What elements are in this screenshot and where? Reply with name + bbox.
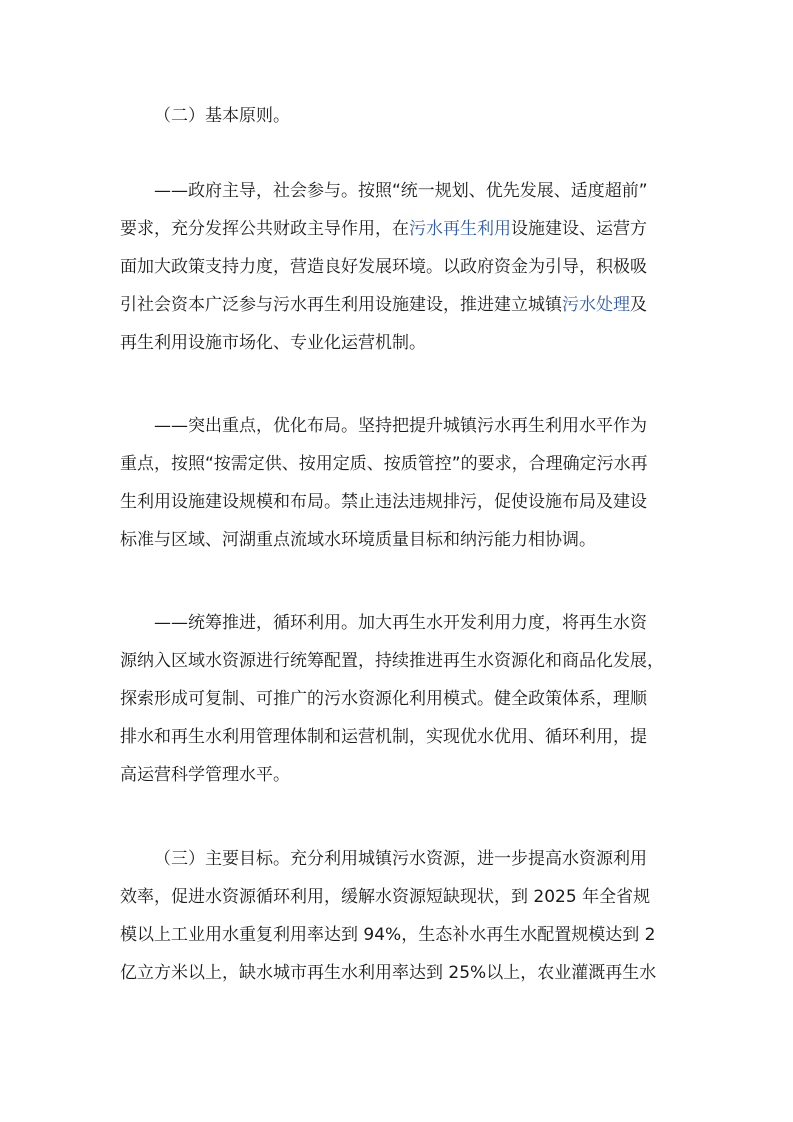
paragraph-coordinated-recycling <box>120 604 680 794</box>
text-line: 标准与区域、河湖重点流域水环境质量目标和纳污能力相协调。 <box>120 530 596 550</box>
text-line: 高运营科学管理水平。 <box>120 765 290 785</box>
link-sewage-reuse[interactable]: 污水再生利用 <box>409 219 511 239</box>
paragraph-main-goals <box>120 840 680 992</box>
paragraph-government-led <box>120 172 680 362</box>
text-line: 重点，按照“按需定供、按用定质、按质管控”的要求，合理确定污水再 <box>120 454 648 474</box>
text-line: 再生利用设施市场化、专业化运营机制。 <box>120 333 426 353</box>
heading-basic-principles <box>120 97 680 135</box>
text-line: ——政府主导，社会参与。按照“统一规划、优先发展、适度超前” <box>154 181 648 201</box>
text-line: ——统筹推进，循环利用。加大再生水开发利用力度，将再生水资 <box>154 613 647 633</box>
text-line <box>120 286 680 324</box>
text-line: 排水和再生水利用管理体制和运营机制，实现优水优用、循环利用，提 <box>120 727 647 747</box>
text-line: 探索形成可复制、可推广的污水资源化利用模式。健全政策体系，理顺 <box>120 689 647 709</box>
text-line: 源纳入区域水资源进行统筹配置，持续推进再生水资源化和商品化发展， <box>120 651 664 671</box>
text-line: 模以上工业用水重复利用率达到 94%，生态补水再生水配置规模达到 2 <box>120 925 656 945</box>
text-segment: 及 <box>630 295 647 315</box>
text-segment: 要求，充分发挥公共财政主导作用，在 <box>120 219 409 239</box>
text-line: （二）基本原则。 <box>154 106 290 126</box>
link-sewage-treatment[interactable]: 污水处理 <box>562 295 630 315</box>
paragraph-focus-layout <box>120 407 680 559</box>
text-line: ——突出重点，优化布局。坚持把提升城镇污水再生利用水平作为 <box>154 416 647 436</box>
text-line <box>120 210 680 248</box>
text-segment: 引社会资本广泛参与污水再生利用设施建设，推进建立城镇 <box>120 295 562 315</box>
text-line: 亿立方米以上，缺水城市再生水利用率达到 25%以上，农业灌溉再生水 <box>120 963 657 983</box>
text-segment: 设施建设、运营方 <box>511 219 647 239</box>
text-line: 生利用设施建设规模和布局。禁止违法违规排污，促使设施布局及建设 <box>120 492 647 512</box>
text-line: 效率，促进水资源循环利用，缓解水资源短缺现状，到 2025 年全省规 <box>120 887 651 907</box>
text-line: 面加大政策支持力度，营造良好发展环境。以政府资金为引导，积极吸 <box>120 257 647 277</box>
text-line: （三）主要目标。充分利用城镇污水资源，进一步提高水资源利用 <box>154 849 647 869</box>
